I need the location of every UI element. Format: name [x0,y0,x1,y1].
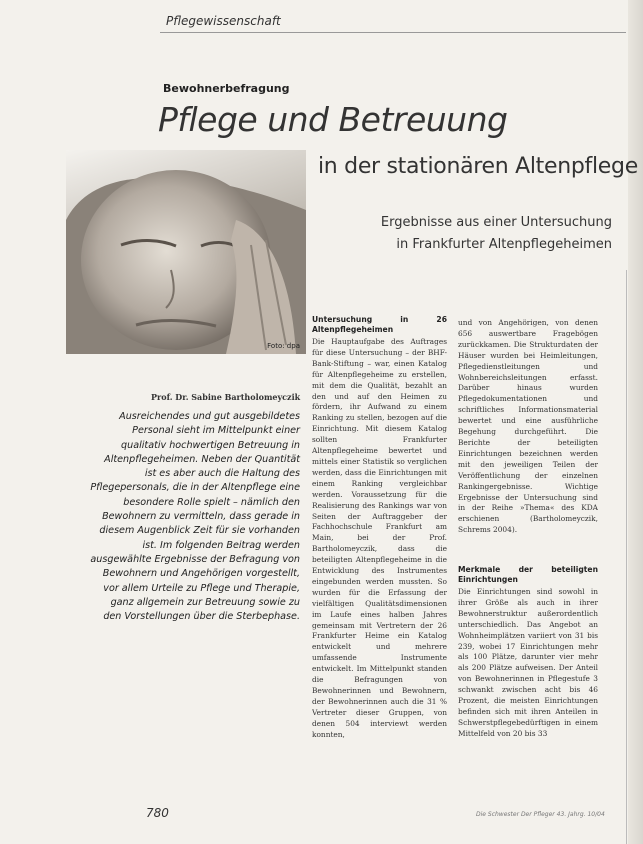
article-title: Pflege und Betreuung [158,100,508,139]
section-label: Pflegewissenschaft [166,14,281,28]
text-column-2 [458,318,598,562]
page-number: 780 [146,806,169,820]
col2-body: und von Angehörigen, von denen 656 auswertbare Fragebögen zurückkamen. Die Strukturdaten der Häuser wurden bei Heimleitungen, Pflegedienstleitungen und Wohnbereichsleitungen erfasst. Darüber hinaus wurden Pflegedokumentationen und schriftliches Informationsmaterial bewertet und eine ausführliche Begehung durchgeführt. Die Berichte der beteiligten Einrichtungen bezeichnen werden mit den jeweiligen Teilen der Veröffentlichung der einzelnen Rankingergebnisse. Wichtige Ergebnisse der Untersuchung sind in der Reihe »Thema« des KDA erschienen (Bartholomeyczik, Schrems 2004). [458,318,598,535]
article-author: Prof. Dr. Sabine Bartholomeyczik [151,392,301,402]
article-teaser [330,212,612,256]
col1-heading: Untersuchung in 26 Altenpflegeheimen [312,315,447,334]
header-rule [160,32,626,33]
teaser-line-2: in Frankfurter Altenpflegeheimen [396,237,612,252]
text-column-2-section [458,565,598,765]
col2-heading: Merkmale der beteiligten Einrichtungen [458,565,598,584]
article-photo [66,150,306,354]
text-column-1 [312,315,447,765]
teaser-line-1: Ergebnisse aus einer Untersuchung [380,215,612,230]
col2b-body: Die Einrichtungen sind sowohl in ihrer Größe als auch in ihrer Bewohnerstruktur außerordentlich unterschiedlich. Das Angebot an Wohnheimplätzen variiert von 31 bis 239, wobei 17 Einrichtungen mehr als 100 Plätze, darunter vier mehr als 200 Plätze aufweisen. Der Anteil von Bewohnerinnen in Pflegestufe 3 schwankt zwischen acht bis 46 Prozent, die meisten Einrichtungen befinden sich mit ihren Anteilen in Schwerstpflegebedürftigen in einem Mittelfeld von 20 bis 33 [458,587,598,738]
article-lead: Ausreichendes und gut ausgebildetes Personal sieht im Mittelpunkt einer qualitativ hochwertigen Betreuung in Altenpflegeheimen. Neben der Quantität ist es aber auch die Haltung des Pflegepersonals, die in der Altenpflege eine besondere Rolle spielt – nämlich den Bewohnern zu vermitteln, dass gerade in diesem Augenblick Zeit für sie vorhanden ist. Im folgenden Beitrag werden ausgewählte Ergebnisse der Befragung von Bewohnern und Angehörigen vorgestellt, vor allem Urteile zu Pflege und Therapie, ganz allgemein zur Betreuung sowie zu den Vorstellungen über die Sterbephase. [90,411,300,623]
article-subtitle: in der stationären Altenpflege [318,154,638,179]
page-edge [628,0,643,844]
photo-portrait-image [66,150,306,354]
col1-body: Die Hauptaufgabe des Auftrages für diese Untersuchung – der BHF-Bank-Stiftung – war, einen Katalog für Altenpflegeheime zu erstellen, mit dem die Qualität, bezahlt an den und auf den Heimen zu fördern, ihr Aufwand zu einem Ranking zu stellen, bezogen auf die Einrichtung. Mit diesem Katalog sollten Frankfurter Altenpflegeheime bewertet und mittels einer Statistik so verglichen werden, dass die Einrichtungen mit einem Ranking vergleichbar werden. Voraussetzung für die Realisierung des Rankings war von Seiten der Auftraggeber der Fachhochschule Frankfurt am Main, bei der Prof. Bartholomeyczik, dass die beteiligten Altenpflegeheime in die Entwicklung des Instrumentes eingebunden werden mussten. So wurden für die Erfassung der vielfältigen Qualitätsdimensionen im Laufe eines halben Jahres gemeinsam mit Vertretern der 26 Frankfurter Heime ein Katalog entwickelt und mehrere umfassende Instrumente entwickelt. Im Mittelpunkt standen die Befragungen von Bewohnerinnen und Bewohnern, der Bewohnerinnen auch die 31 % Vertreter dieser Gruppen, von denen 504 interviewt werden konnten, [312,337,447,739]
journal-footer: Die Schwester Der Pfleger 43. Jahrg. 10/04 [476,811,605,818]
page-fold-line [626,270,627,844]
article-kicker: Bewohnerbefragung [163,82,290,95]
photo-credit: Foto: dpa [267,342,300,350]
